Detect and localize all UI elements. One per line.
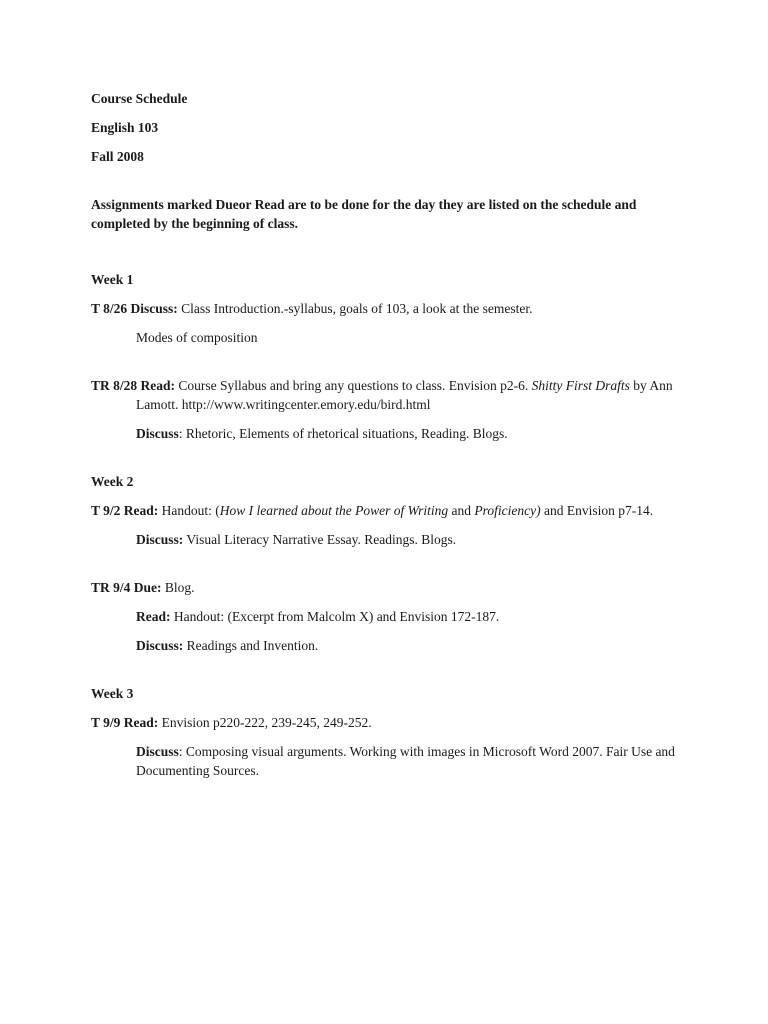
entry-text: by Ann Lamott. http://www.writingcenter.emory.edu/bird.html (136, 378, 673, 412)
week-3-entry-tue-sub (91, 742, 681, 780)
entry-text: Blog. (161, 580, 195, 595)
entry-label: T 9/2 Read: (91, 503, 159, 518)
week-1-entry-thu-sub (91, 424, 681, 443)
week-3-heading: Week 3 (91, 686, 134, 701)
entry-title-italic: Shitty First Drafts (531, 378, 630, 393)
sub-text: Visual Literacy Narrative Essay. Readings. Blogs. (183, 532, 457, 547)
week-2-entry-thu (91, 578, 681, 597)
week-1-entry-tue (91, 299, 681, 318)
entry-text: and Envision p7-14. (540, 503, 654, 518)
week-2-entry-tue (91, 501, 681, 520)
sub-label: Discuss (136, 426, 179, 441)
course-name: English 103 (91, 120, 159, 135)
entry-text: Course Syllabus and bring any questions to class. Envision p2-6. (175, 378, 532, 393)
entry-title-italic: How I learned about the Power of Writing (219, 503, 449, 518)
sub-label: Read: (136, 609, 171, 624)
entry-text: Envision p220-222, 239-245, 249-252. (158, 715, 372, 730)
entry-label: T 9/9 Read: (91, 715, 159, 730)
sub-text: : Rhetoric, Elements of rhetorical situations, Reading. Blogs. (178, 426, 508, 441)
week-1-entry-thu (91, 376, 681, 414)
entry-label: TR 9/4 Due: (91, 580, 162, 595)
week-2-entry-thu-sub-discuss (91, 636, 681, 655)
entry-label: TR 8/28 Read: (91, 378, 175, 393)
instructions-paragraph: Assignments marked Dueor Read are to be done for the day they are listed on the schedule and completed by the beginning of class. (91, 197, 637, 231)
sub-text: : Composing visual arguments. Working with images in Microsoft Word 2007. Fair Use and Documenting Sources. (136, 744, 675, 778)
entry-text: and (448, 503, 475, 518)
entry-title-italic: Proficiency) (474, 503, 541, 518)
entry-label: T 8/26 Discuss: (91, 301, 178, 316)
week-2-heading: Week 2 (91, 474, 134, 489)
doc-title: Course Schedule (91, 91, 188, 106)
sub-text: Handout: (Excerpt from Malcolm X) and Envision 172-187. (170, 609, 500, 624)
week-3-entry-tue (91, 713, 681, 732)
entry-text: Class Introduction.-syllabus, goals of 103, a look at the semester. (177, 301, 533, 316)
sub-label: Discuss (136, 744, 179, 759)
week-2-entry-tue-sub (91, 530, 681, 549)
entry-text: Handout: ( (158, 503, 220, 518)
term: Fall 2008 (91, 149, 144, 164)
week-1-entry-tue-sub: Modes of composition (136, 330, 258, 345)
week-1-heading: Week 1 (91, 272, 134, 287)
week-2-entry-thu-sub-read (91, 607, 681, 626)
sub-label: Discuss: (136, 638, 184, 653)
sub-text: Readings and Invention. (183, 638, 319, 653)
sub-label: Discuss: (136, 532, 184, 547)
document-page (91, 89, 681, 780)
